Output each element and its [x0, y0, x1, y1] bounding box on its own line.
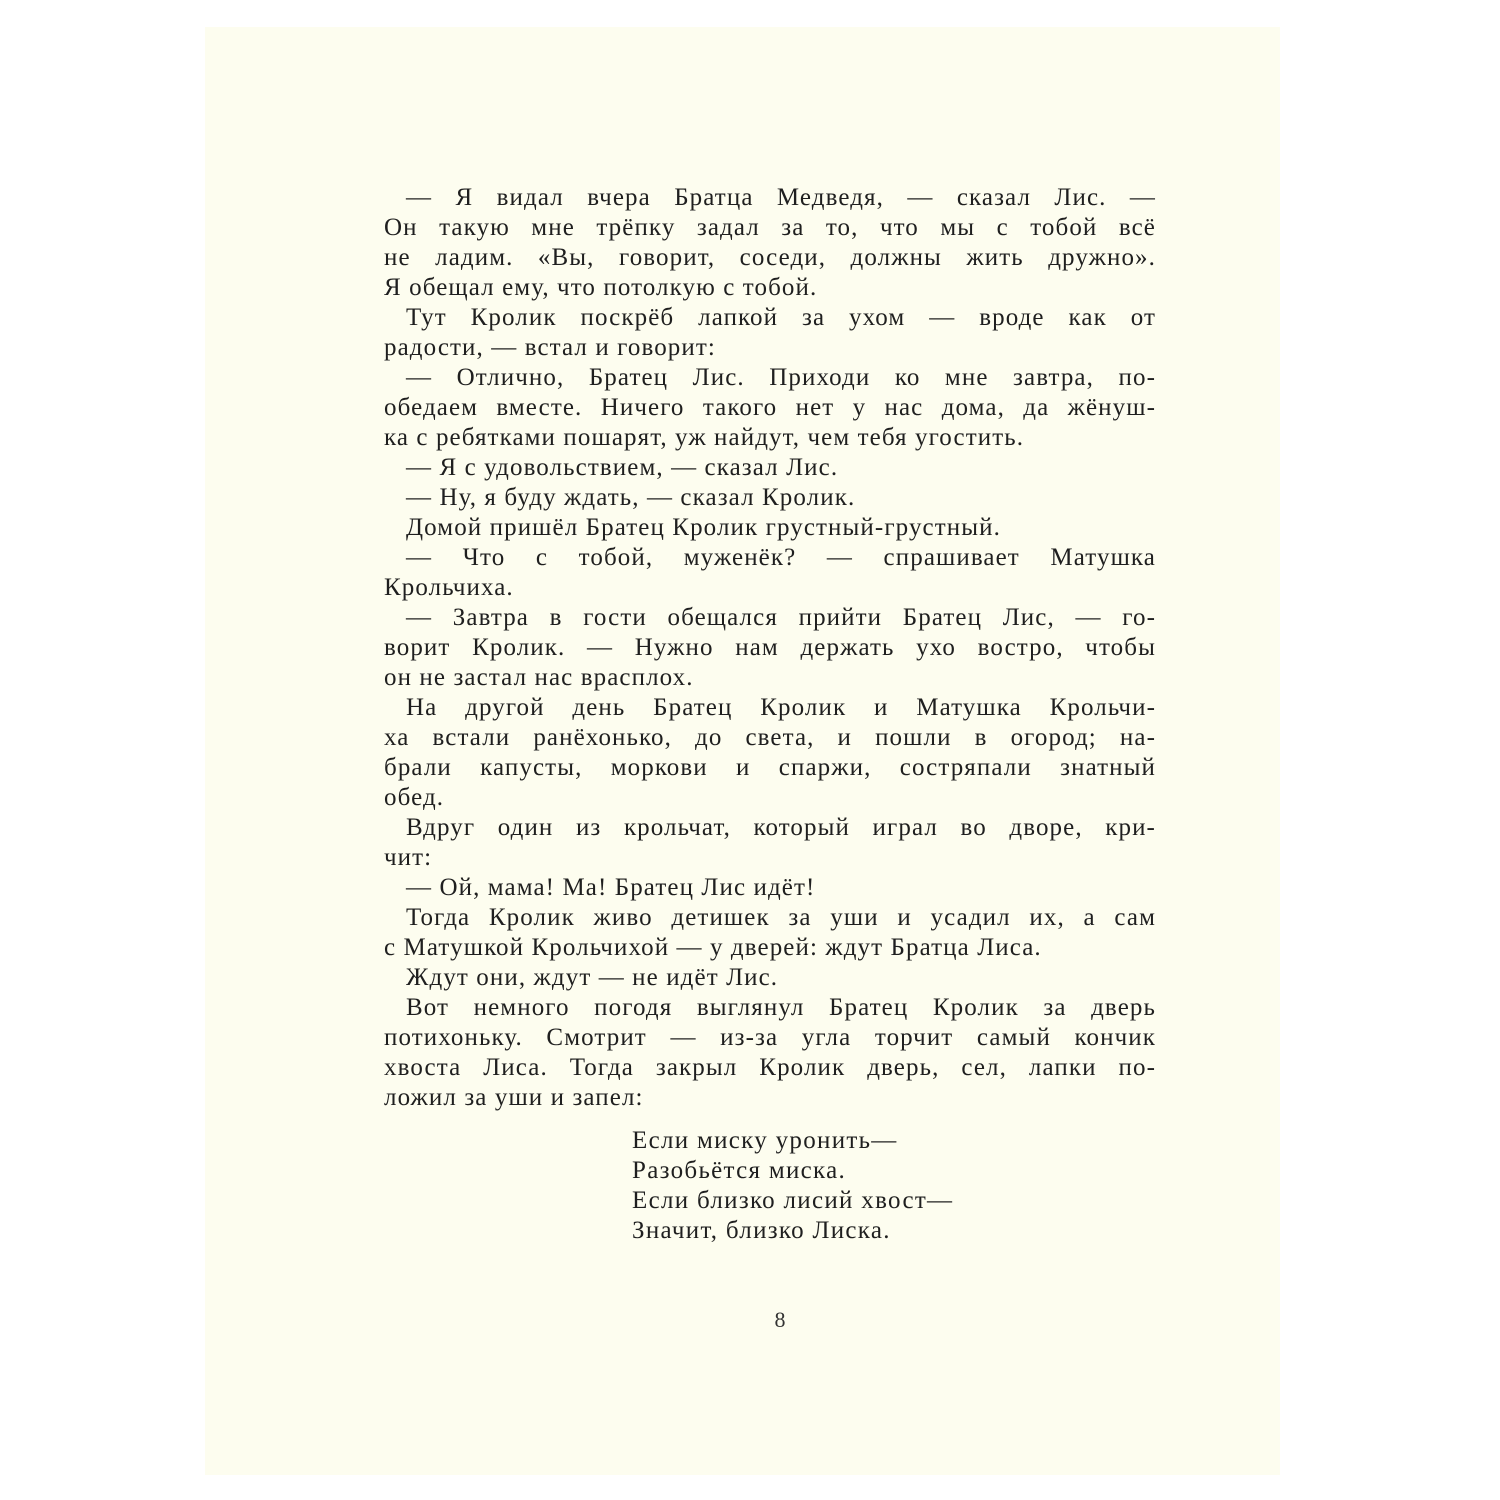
text-line: хвоста Лиса. Тогда закрыл Кролик дверь, сел, лапки по- — [384, 1054, 1156, 1081]
text-line: он не застал нас врасплох. — [384, 664, 694, 691]
text-line: Крольчиха. — [384, 574, 514, 601]
poem-line: Если миску уронить— — [632, 1127, 898, 1154]
text-line: — Отлично, Братец Лис. Приходи ко мне завтра, по- — [406, 364, 1156, 391]
text-line: обедаем вместе. Ничего такого нет у нас дома, да жёнуш- — [384, 394, 1156, 421]
text-line: Тогда Кролик живо детишек за уши и усадил их, а сам — [406, 904, 1156, 931]
text-line: Он такую мне трёпку задал за то, что мы с тобой всё — [384, 214, 1156, 241]
text-line: — Ой, мама! Ма! Братец Лис идёт! — [406, 874, 816, 901]
text-line: — Завтра в гости обещался прийти Братец Лис, — го- — [406, 604, 1156, 631]
text-line: На другой день Братец Кролик и Матушка Крольчи- — [406, 694, 1156, 721]
text-line: Вдруг один из крольчат, который играл во дворе, кри- — [406, 814, 1156, 841]
text-line: потихоньку. Смотрит — из-за угла торчит самый кончик — [384, 1024, 1156, 1051]
text-line: не ладим. «Вы, говорит, соседи, должны жить дружно». — [384, 244, 1156, 271]
text-line: Ждут они, ждут — не идёт Лис. — [406, 964, 779, 991]
text-line: — Я с удовольствием, — сказал Лис. — [406, 454, 839, 481]
text-line: брали капусты, моркови и спаржи, состряпали знатный — [384, 754, 1156, 781]
text-line: ворит Кролик. — Нужно нам держать ухо востро, чтобы — [384, 634, 1156, 661]
poem-line: Значит, близко Лиска. — [632, 1217, 891, 1244]
text-line: обед. — [384, 784, 445, 811]
text-line: Домой пришёл Братец Кролик грустный-грустный. — [406, 514, 1001, 541]
body-text — [384, 183, 1156, 1113]
text-line: радости, — встал и говорит: — [384, 334, 716, 361]
poem-verse — [632, 1126, 953, 1246]
text-line: — Я видал вчера Братца Медведя, — сказал Лис. — — [406, 184, 1156, 211]
poem-line: Если близко лисий хвост— — [632, 1187, 954, 1214]
text-line: Тут Кролик поскрёб лапкой за ухом — вроде как от — [406, 304, 1156, 331]
text-line: с Матушкой Крольчихой — у дверей: ждут Братца Лиса. — [384, 934, 1042, 961]
text-line: — Ну, я буду ждать, — сказал Кролик. — [406, 484, 856, 511]
text-line: Я обещал ему, что потолкую с тобой. — [384, 274, 818, 301]
poem-line: Разобьётся миска. — [632, 1157, 847, 1184]
text-line: ха встали ранёхонько, до света, и пошли в огород; на- — [384, 724, 1156, 751]
text-line: ка с ребятками пошарят, уж найдут, чем тебя угостить. — [384, 424, 1025, 451]
text-line: чит: — [384, 844, 433, 871]
text-line: Вот немного погодя выглянул Братец Кролик за дверь — [406, 994, 1156, 1021]
text-line: — Что с тобой, муженёк? — спрашивает Матушка — [406, 544, 1156, 571]
page-number: 8 — [774, 1307, 786, 1332]
text-line: ложил за уши и запел: — [384, 1084, 644, 1111]
